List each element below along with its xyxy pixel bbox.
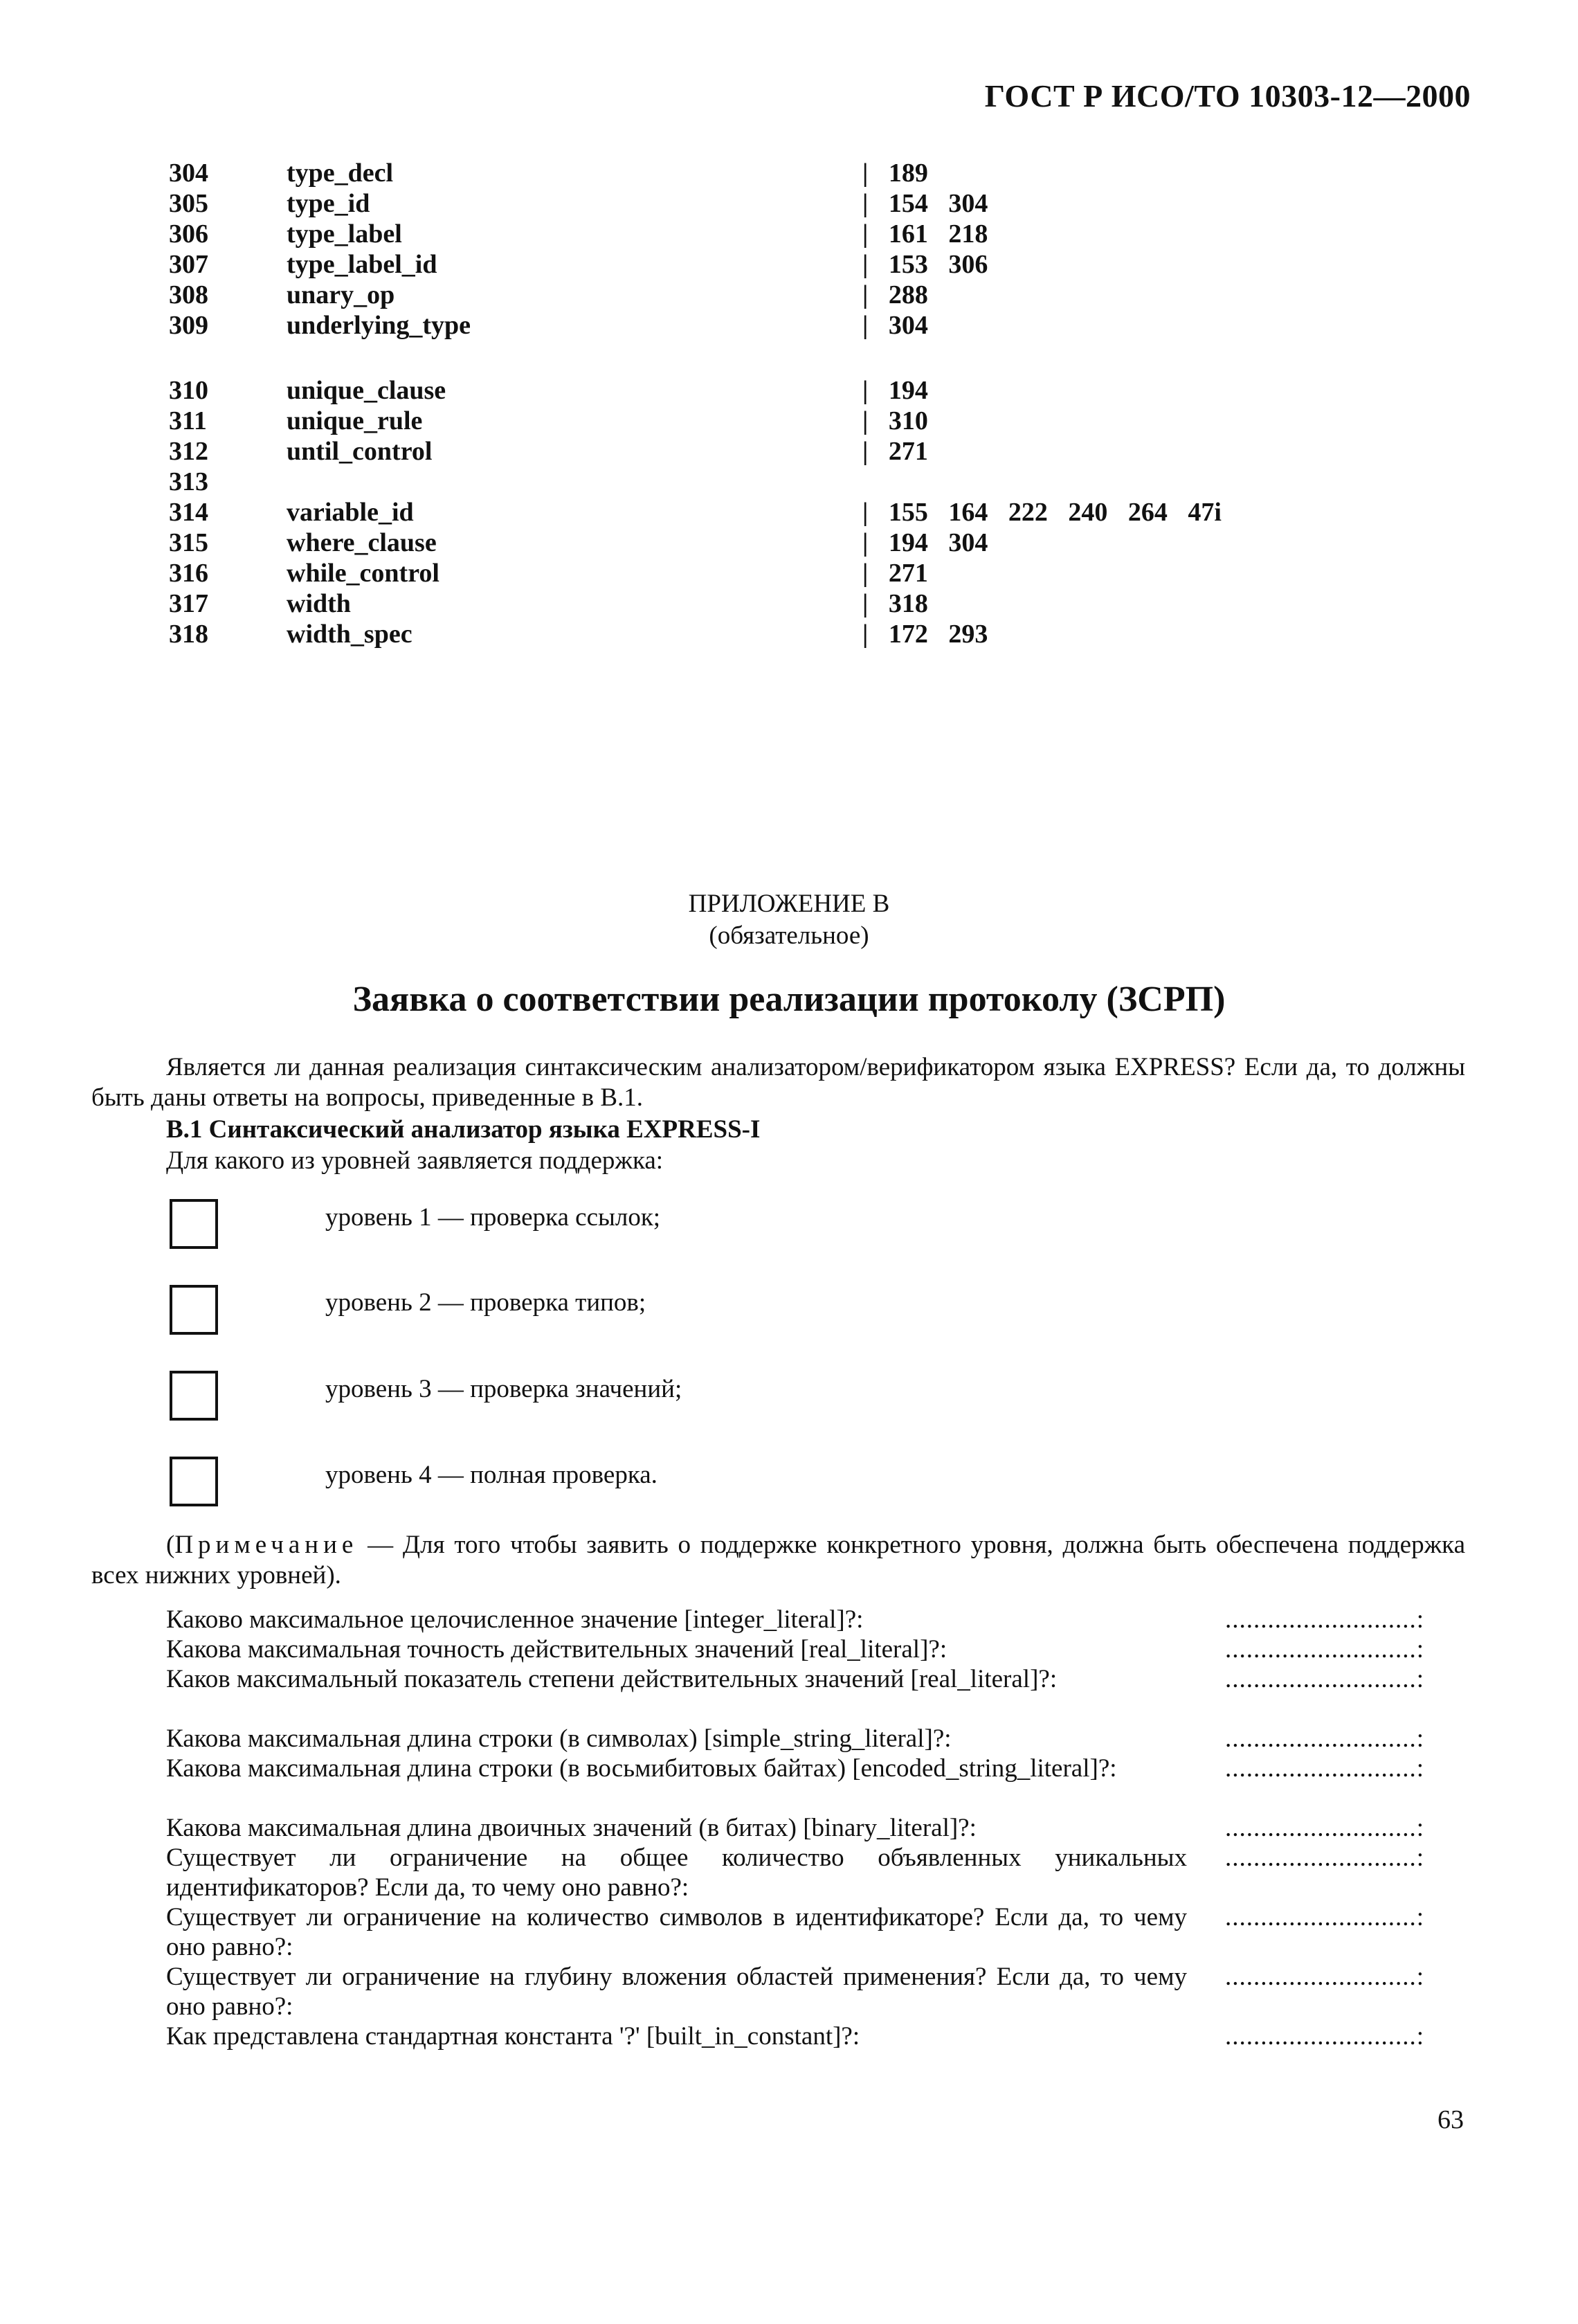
index-row-name: unique_clause xyxy=(287,376,446,405)
index-row-refs: | 153 306 xyxy=(862,250,988,279)
level-2-label: уровень 2 — проверка типов; xyxy=(325,1288,646,1317)
answer-field[interactable]: ...........................: xyxy=(1225,1844,1425,1872)
question-text: Существует ли ограничение на количество символов в идентификаторе? Если да, то чему оно равно?: xyxy=(166,1903,1187,1961)
index-row-number: 313 xyxy=(169,467,208,496)
level-3-label: уровень 3 — проверка значений; xyxy=(325,1375,682,1403)
level-1-label: уровень 1 — проверка ссылок; xyxy=(325,1203,661,1232)
level-4-checkbox[interactable] xyxy=(170,1457,218,1506)
index-row-refs: | 189 xyxy=(862,159,928,188)
level-3-checkbox[interactable] xyxy=(170,1371,218,1421)
level-4-label: уровень 4 — полная проверка. xyxy=(325,1461,658,1489)
answer-field[interactable]: ...........................: xyxy=(1225,2022,1425,2051)
answer-field[interactable]: ...........................: xyxy=(1225,1665,1425,1693)
levels-question: Для какого из уровней заявляется поддержка: xyxy=(166,1146,664,1175)
appendix-label: ПРИЛОЖЕНИЕ В xyxy=(688,890,890,918)
index-row-refs: | 271 xyxy=(862,559,928,588)
question-text: Какова максимальная длина строки (в символах) [simple_string_literal]?: xyxy=(166,1724,952,1753)
level-2-checkbox[interactable] xyxy=(170,1285,218,1335)
index-row-name: type_label_id xyxy=(287,250,437,279)
index-row-number: 306 xyxy=(169,219,208,249)
answer-field[interactable]: ...........................: xyxy=(1225,1754,1425,1783)
index-row-number: 304 xyxy=(169,159,208,188)
index-row-refs: | 310 xyxy=(862,406,928,435)
index-row-number: 307 xyxy=(169,250,208,279)
answer-field[interactable]: ...........................: xyxy=(1225,1903,1425,1931)
index-row-name: underlying_type xyxy=(287,311,471,340)
index-row-number: 311 xyxy=(169,406,207,435)
index-row-number: 312 xyxy=(169,437,208,466)
index-row-number: 316 xyxy=(169,559,208,588)
index-row-name: type_id xyxy=(287,189,370,218)
index-row-refs: | 318 xyxy=(862,589,928,618)
level-1-checkbox[interactable] xyxy=(170,1199,218,1249)
intro-paragraph: Является ли данная реализация синтаксическим анализатором/верификатором языка EXPRESS? Если да, то должны быть даны ответы на вопросы, приведенные в В.1. xyxy=(91,1053,1465,1112)
index-row-number: 308 xyxy=(169,280,208,309)
index-row-number: 314 xyxy=(169,498,208,527)
page-number: 63 xyxy=(1438,2105,1464,2134)
index-row-refs: | 194 304 xyxy=(862,528,988,557)
index-row-refs: | 154 304 xyxy=(862,189,988,218)
index-row-refs: | 155 164 222 240 264 47i xyxy=(862,498,1222,527)
appendix-title: Заявка о соответствии реализации протоколу (ЗСРП) xyxy=(352,980,1226,1019)
section-heading: В.1 Синтаксический анализатор языка EXPRESS-I xyxy=(166,1115,761,1144)
note-paragraph xyxy=(91,1530,1465,1591)
note-text: — Для того чтобы заявить о поддержке конкретного уровня, должна быть обеспечена поддержка всех нижних уровней). xyxy=(91,1531,1465,1589)
index-row-number: 310 xyxy=(169,376,208,405)
index-row-name: unique_rule xyxy=(287,406,423,435)
answer-field[interactable]: ...........................: xyxy=(1225,1724,1425,1753)
answer-field[interactable]: ...........................: xyxy=(1225,1814,1425,1842)
index-row-name: width xyxy=(287,589,351,618)
index-table xyxy=(169,158,1222,670)
index-row-name: width_spec xyxy=(287,620,412,649)
note-open-paren: ( xyxy=(166,1531,175,1559)
question-text: Как представлена стандартная константа '?' [built_in_constant]?: xyxy=(166,2022,860,2051)
index-row-refs: | 271 xyxy=(862,437,928,466)
index-row-refs: | 194 xyxy=(862,376,928,405)
appendix-status: (обязательное) xyxy=(709,921,869,950)
questionnaire xyxy=(166,1605,1467,2051)
document-code-header: ГОСТ Р ИСО/ТО 10303-12—2000 xyxy=(984,78,1471,114)
index-row-refs: | 161 218 xyxy=(862,219,988,249)
question-text: Существует ли ограничение на глубину вложения областей применения? Если да, то чему оно равно?: xyxy=(166,1963,1187,2021)
index-row-refs: | 288 xyxy=(862,280,928,309)
question-text: Каково максимальное целочисленное значение [integer_literal]?: xyxy=(166,1605,864,1634)
answer-field[interactable]: ...........................: xyxy=(1225,1605,1425,1634)
index-row-name: while_control xyxy=(287,559,439,588)
answer-field[interactable]: ...........................: xyxy=(1225,1635,1425,1664)
index-row-name: until_control xyxy=(287,437,433,466)
question-text: Какова максимальная длина двоичных значений (в битах) [binary_literal]?: xyxy=(166,1814,977,1842)
question-text: Существует ли ограничение на общее количество объявленных уникальных идентификаторов? Если да, то чему оно равно?: xyxy=(166,1844,1187,1902)
question-text: Какова максимальная длина строки (в восьмибитовых байтах) [encoded_string_literal]?: xyxy=(166,1754,1117,1783)
index-row-refs: | 304 xyxy=(862,311,928,340)
index-row-name: unary_op xyxy=(287,280,395,309)
index-row-refs: | 172 293 xyxy=(862,620,988,649)
question-text: Какова максимальная точность действительных значений [real_literal]?: xyxy=(166,1635,947,1664)
note-label: Примечание xyxy=(174,1531,359,1559)
index-row-name: where_clause xyxy=(287,528,437,557)
index-row-number: 318 xyxy=(169,620,208,649)
question-text: Каков максимальный показатель степени действительных значений [real_literal]?: xyxy=(166,1665,1058,1693)
index-row-name: type_decl xyxy=(287,159,394,188)
answer-field[interactable]: ...........................: xyxy=(1225,1963,1425,1991)
index-row-number: 315 xyxy=(169,528,208,557)
index-row-number: 305 xyxy=(169,189,208,218)
index-row-number: 309 xyxy=(169,311,208,340)
index-row-number: 317 xyxy=(169,589,208,618)
index-row-name: type_label xyxy=(287,219,402,249)
index-row-name: variable_id xyxy=(287,498,414,527)
